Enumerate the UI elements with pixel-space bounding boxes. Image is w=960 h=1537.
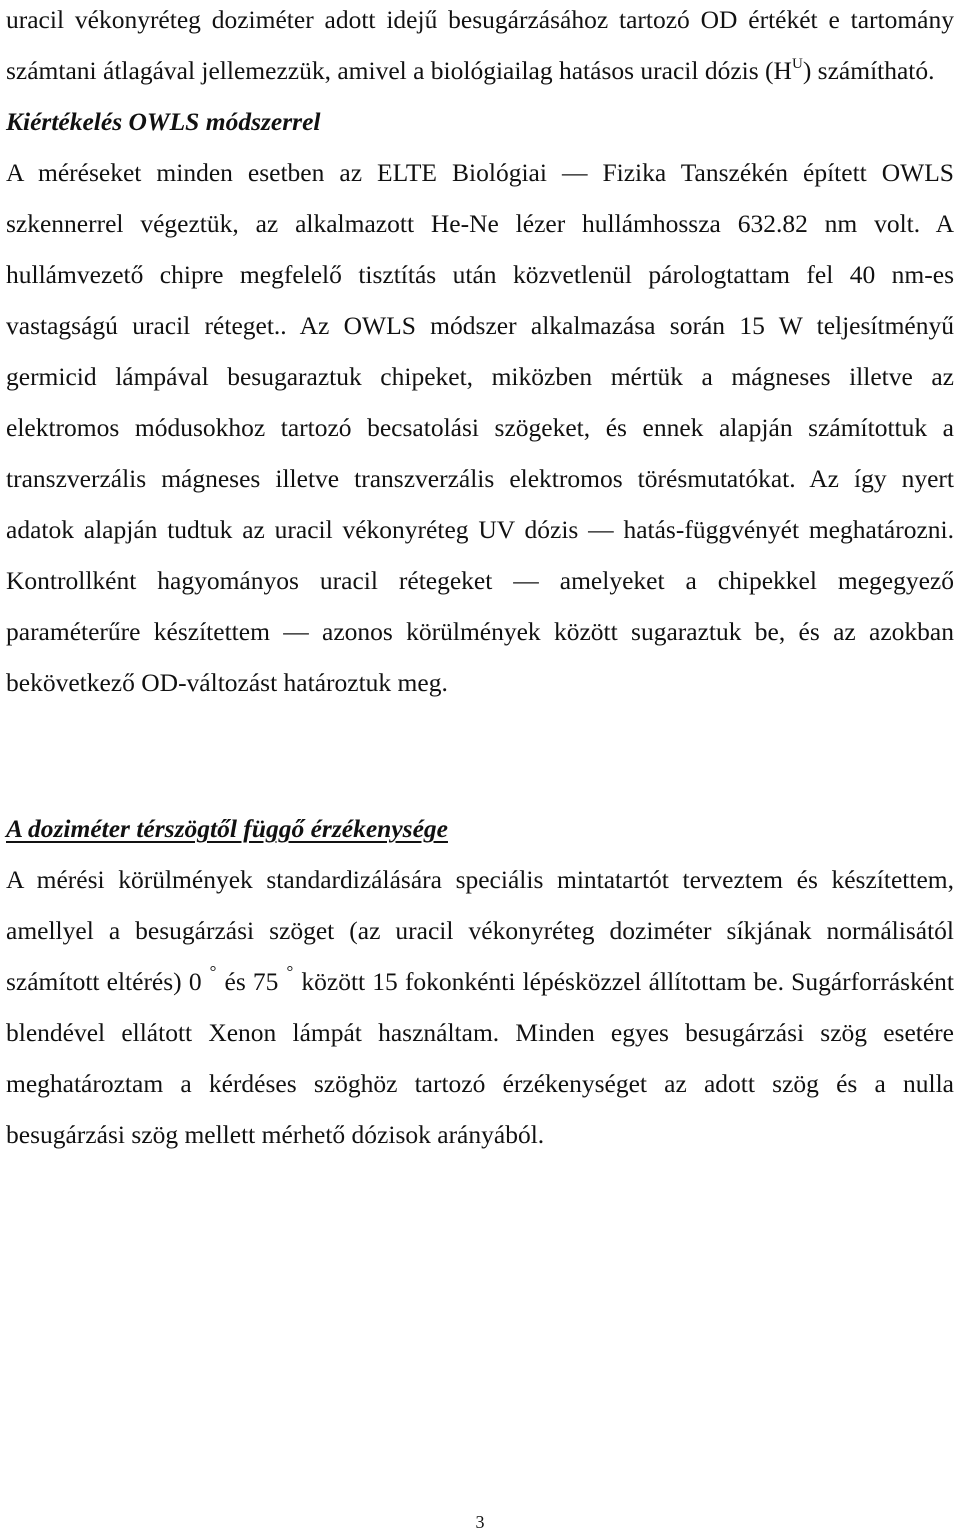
degree-symbol: ° <box>209 962 217 981</box>
dosimeter-body-part1: A mérési körülmények standardizálására speciális mintatartót terveztem és készítettem, amellyel a besugárzási szöget (az uracil vékonyréteg doziméter síkjának normálisától számított eltérés) 0 <box>6 865 954 996</box>
page-number: 3 <box>475 1512 485 1532</box>
intro-text: uracil vékonyréteg doziméter adott idejű besugárzásához tartozó OD értékét e tartomány számtani átlagával jellemezzük, amivel a biológiailag hatásos uracil dózis (H <box>6 5 954 85</box>
degree-symbol: ° <box>286 962 294 981</box>
intro-text-end: ) számítható. <box>802 56 935 85</box>
owls-section-heading: Kiértékelés OWLS módszerrel <box>6 107 321 136</box>
document-page <box>6 0 954 1160</box>
dose-superscript: U <box>791 56 803 72</box>
owls-section-body: A méréseket minden esetben az ELTE Biológiai — Fizika Tanszékén épített OWLS szkennerrel végeztük, az alkalmazott He-Ne lézer hullámhossza 632.82 nm volt. A hullámvezető chipre megfelelő tisztítás után közvetlenül párologtattam fel 40 nm-es vastagságú uracil réteget.. Az OWLS módszer alkalmazása során 15 W teljesítményű germicid lámpával besugaraztuk chipeket, miközben mértük a mágneses illetve az elektromos módusokhoz tartozó becsatolási szögeket, és ennek alapján számítottuk a transzverzális mágneses illetve transzverzális elektromos törésmutatókat. Az így nyert adatok alapján tudtuk az uracil vékonyréteg UV dózis — hatás-függvényét meghatározni. Kontrollként hagyományos uracil rétegeket — amelyeket a chipekkel megegyező paraméterűre készítettem — azonos körülmények között sugaraztuk be, és az azokban bekövetkező OD-változást határoztuk meg. <box>6 158 954 697</box>
intro-paragraph <box>6 0 954 96</box>
dosimeter-section-heading: A doziméter térszögtől függő érzékenysége <box>6 814 448 843</box>
section-spacer <box>6 708 954 803</box>
dosimeter-section-body <box>6 854 954 1160</box>
dosimeter-body-part2: és 75 <box>217 967 279 996</box>
dosimeter-body-part3: között 15 fokonkénti lépésközzel állítottam be. Sugárforrásként blendével ellátott Xenon lámpát használtam. Minden egyes besugárzási szög esetére meghatároztam a kérdéses szöghöz tartozó érzékenységet az adott szög és a nulla besugárzási szög mellett mérhető dózisok arányából. <box>6 967 954 1149</box>
